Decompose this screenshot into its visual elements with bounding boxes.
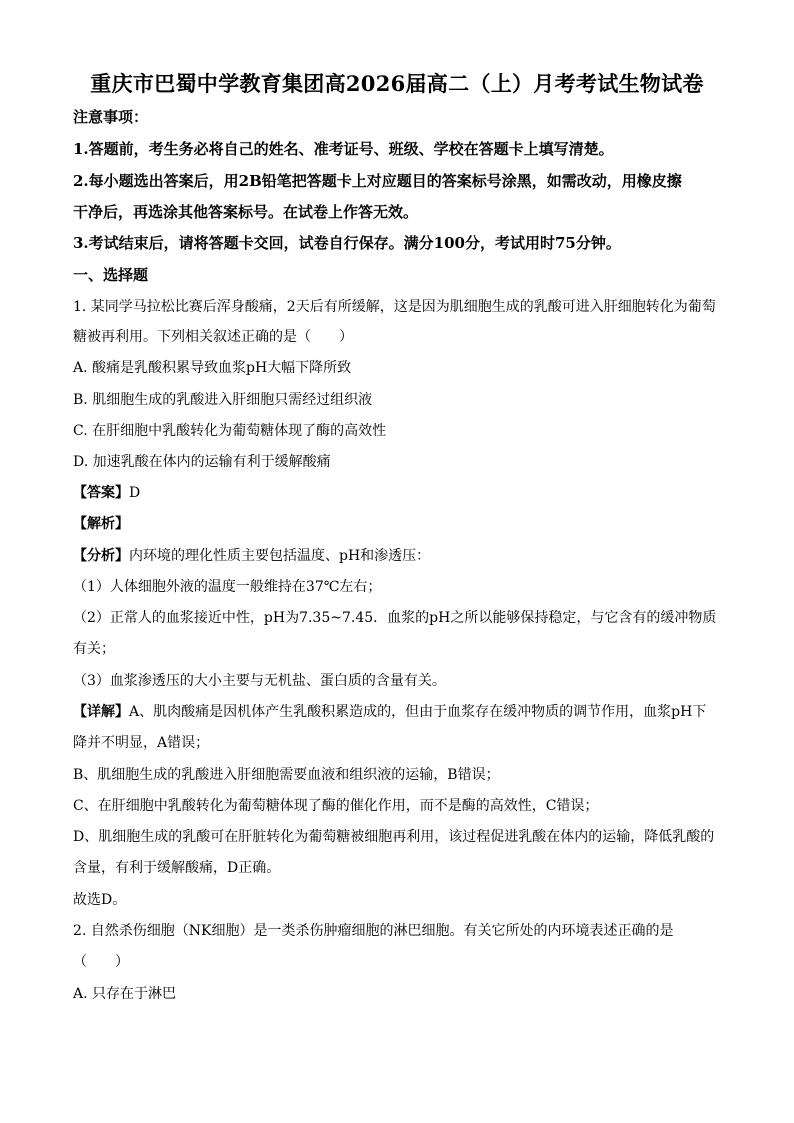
q1-fenxi (73, 545, 723, 567)
notice-item-2-line2: 干净后，再选涂其他答案标号。在试卷上作答无效。 (73, 203, 419, 221)
q1-stem-line1: 1. 某同学马拉松比赛后浑身酸痛，2天后有所缓解，这是因为肌细胞生成的乳酸可进入肝细胞转化为葡萄 (73, 299, 716, 315)
q1-option-a: A. 酸痛是乳酸积累导致血浆pH大幅下降所致 (73, 360, 352, 376)
q1-option-d: D. 加速乳酸在体内的运输有利于缓解酸痛 (73, 454, 331, 470)
q1-point-2-line2: 有关； (73, 641, 115, 657)
answer-value: D (129, 485, 141, 501)
q1-conclusion: 故选D。 (73, 892, 127, 908)
q1-detail-a-line1 (73, 701, 723, 723)
q1-answer-row (73, 482, 723, 504)
q2-stem-line1: 2. 自然杀伤细胞（NK细胞）是一类杀伤肿瘤细胞的淋巴细胞。有关它所处的内环境表述正确的是 (73, 923, 674, 939)
fenxi-text: 内环境的理化性质主要包括温度、pH和渗透压： (129, 548, 431, 564)
xiangjie-tag: 【详解】 (73, 704, 129, 720)
xiangjie-text: A、肌肉酸痛是因机体产生乳酸积累造成的，但由于血浆存在缓冲物质的调节作用，血浆pH下 (129, 704, 707, 720)
notice-heading: 注意事项： (73, 108, 149, 126)
q1-detail-a-line2: 降并不明显，A错误； (73, 735, 210, 751)
notice-item-3: 3.考试结束后，请将答题卡交回，试卷自行保存。满分100分，考试用时75分钟。 (73, 234, 621, 252)
q1-detail-c: C、在肝细胞中乳酸转化为葡萄糖体现了酶的催化作用，而不是酶的高效性，C错误； (73, 798, 599, 814)
analysis-tag: 【解析】 (73, 516, 129, 532)
q1-point-1: （1）人体细胞外液的温度一般维持在37℃左右； (73, 579, 382, 595)
notice-item-2-line1: 2.每小题选出答案后，用2B铅笔把答题卡上对应题目的答案标号涂黑，如需改动，用橡皮擦 (73, 172, 682, 190)
q1-detail-d-line2: 含量，有利于缓解酸痛，D正确。 (73, 860, 281, 876)
q1-point-3: （3）血浆渗透压的大小主要与无机盐、蛋白质的含量有关。 (73, 673, 446, 689)
section-heading: 一、选择题 (73, 266, 149, 284)
q1-point-2-line1: （2）正常人的血浆接近中性，pH为7.35~7.45．血浆的pH之所以能够保持稳定，与它含有的缓冲物质 (73, 610, 717, 626)
q2-stem-line2: （ ） (73, 954, 129, 970)
q1-option-c: C. 在肝细胞中乳酸转化为葡萄糖体现了酶的高效性 (73, 423, 387, 439)
q1-detail-d-line1: D、肌细胞生成的乳酸可在肝脏转化为葡萄糖被细胞再利用，该过程促进乳酸在体内的运输，降低乳酸的 (73, 829, 715, 845)
q1-stem-line2: 糖被再利用。下列相关叙述正确的是（ ） (73, 329, 353, 345)
fenxi-tag: 【分析】 (73, 548, 129, 564)
exam-title: 重庆市巴蜀中学教育集团高2026届高二（上）月考考试生物试卷 (90, 71, 704, 96)
notice-item-1: 1.答题前，考生务必将自己的姓名、准考证号、班级、学校在答题卡上填写清楚。 (73, 140, 614, 158)
q1-option-b: B. 肌细胞生成的乳酸进入肝细胞只需经过组织液 (73, 392, 373, 408)
q1-detail-b: B、肌细胞生成的乳酸进入肝细胞需要血液和组织液的运输，B错误； (73, 767, 500, 783)
answer-tag: 【答案】 (73, 485, 129, 501)
q2-option-a: A. 只存在于淋巴 (73, 986, 177, 1002)
